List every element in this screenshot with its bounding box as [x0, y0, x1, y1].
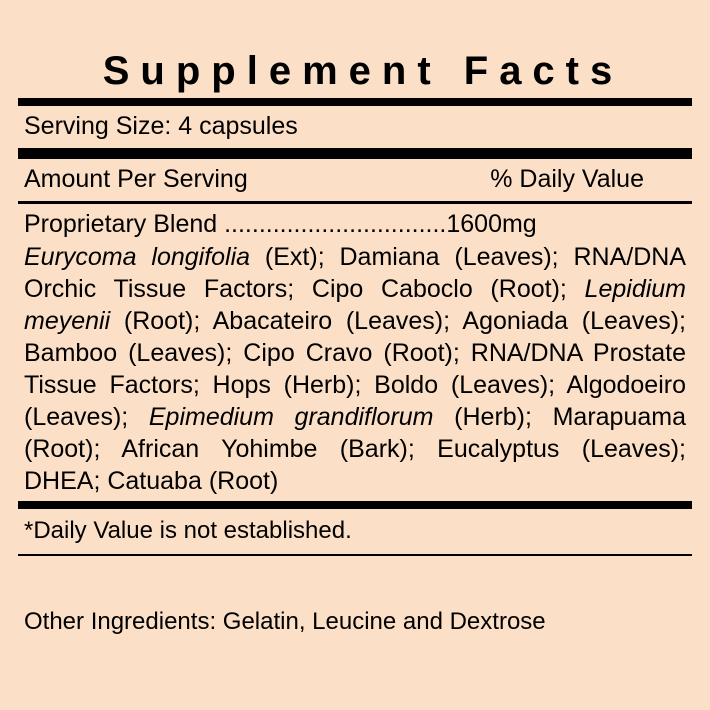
divider-under-serving	[18, 148, 692, 159]
other-ingredients: Other Ingredients: Gelatin, Leucine and Dextrose	[24, 608, 546, 635]
divider-bottom	[18, 554, 692, 556]
ingredient-list: Eurycoma longifolia (Ext); Damiana (Leaves); RNA/DNA Orchic Tissue Factors; Cipo Caboclo (Root); Lepidium meyenii (Root); Abacateiro (Leaves); Agoniada (Leaves); Bamboo (Leaves); Cipo Cravo (Root); RNA/DNA Prostate Tissue Factors; Hops (Herb); Boldo (Leaves); Algodoeiro (Leaves); Epimedium grandiflorum (Herb); Marapuama (Root); African Yohimbe (Bark); Eucalyptus (Leaves); DHEA; Catuaba (Root)	[24, 243, 686, 495]
proprietary-blend-row: Proprietary Blend ................................1600mg	[24, 210, 537, 238]
supplement-facts-panel	[0, 34, 710, 556]
amount-per-serving-label: Amount Per Serving	[24, 165, 248, 193]
serving-size: Serving Size: 4 capsules	[24, 112, 298, 140]
amount-per-serving-row	[18, 159, 692, 201]
daily-value-label: % Daily Value	[490, 165, 644, 193]
ingredient-body	[18, 204, 692, 501]
divider-above-note	[18, 501, 692, 509]
divider-under-title	[18, 98, 692, 106]
page-title: Supplement Facts	[102, 49, 624, 93]
daily-value-note: *Daily Value is not established.	[24, 517, 352, 544]
